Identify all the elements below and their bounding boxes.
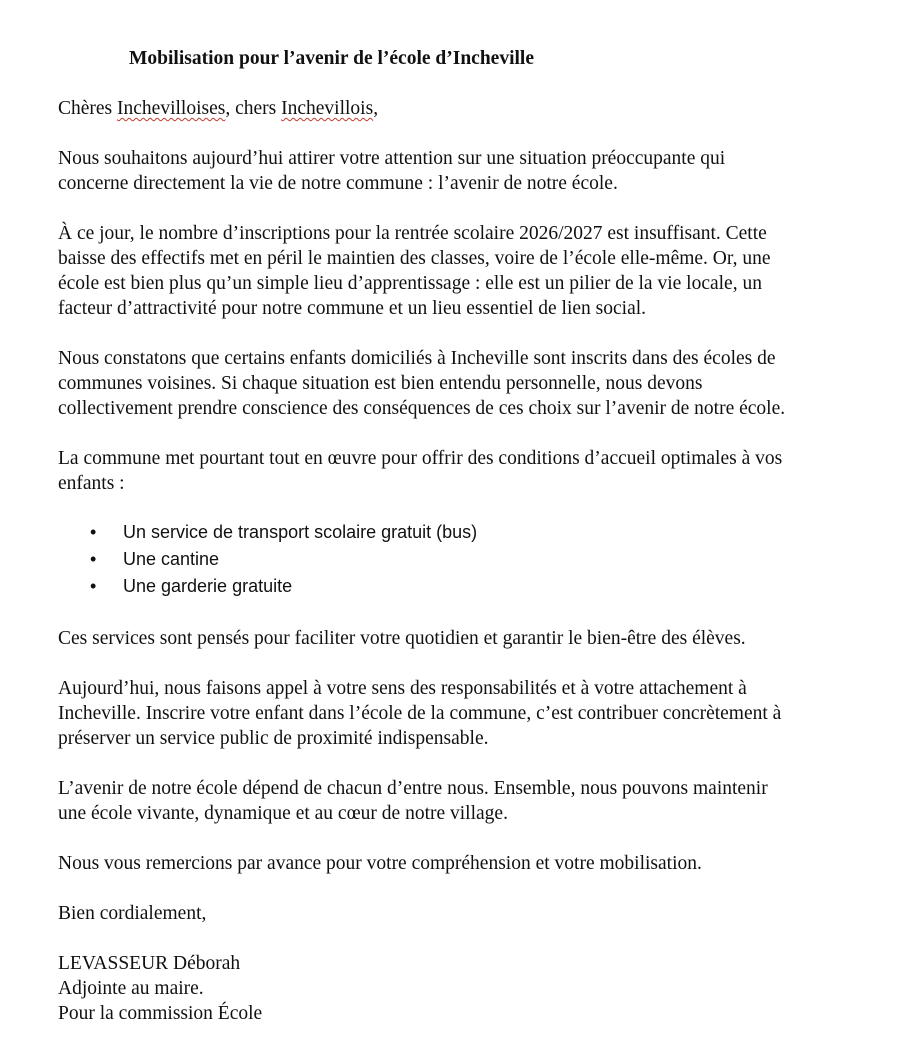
signature-block xyxy=(58,951,888,1026)
misspelled-word[interactable]: Inchevilloises xyxy=(117,98,226,119)
text-line: concerne directement la vie de notre commune : l’avenir de notre école. xyxy=(58,173,618,194)
text-line: école est bien plus qu’un simple lieu d’apprentissage : elle est un pilier de la vie locale, un xyxy=(58,273,762,294)
text-line: enfants : xyxy=(58,473,125,494)
closing: Bien cordialement, xyxy=(58,903,207,924)
text-line: La commune met pourtant tout en œuvre pour offrir des conditions d’accueil optimales à vos xyxy=(58,448,783,469)
paragraph-future xyxy=(58,776,888,826)
signature-role: Adjointe au maire. xyxy=(58,978,204,999)
list-item: • Une garderie gratuite xyxy=(58,573,888,600)
text-line: À ce jour, le nombre d’inscriptions pour la rentrée scolaire 2026/2027 est insuffisant. Cette xyxy=(58,223,767,244)
text-line: Nous vous remercions par avance pour votre compréhension et votre mobilisation. xyxy=(58,853,702,874)
text-line: facteur d’attractivité pour notre commune et un lieu essentiel de lien social. xyxy=(58,298,647,319)
text-line: Nous constatons que certains enfants domiciliés à Incheville sont inscrits dans des écoles de xyxy=(58,348,776,369)
paragraph-enrollment xyxy=(58,221,888,321)
salutation-text: , xyxy=(373,98,379,119)
text-line: Incheville. Inscrire votre enfant dans l’école de la commune, c’est contribuer concrètement à xyxy=(58,703,782,724)
paragraph-appeal xyxy=(58,676,888,751)
paragraph-neighboring-schools xyxy=(58,346,888,421)
text-line: L’avenir de notre école dépend de chacun d’entre nous. Ensemble, nous pouvons maintenir xyxy=(58,778,768,799)
text-line: baisse des effectifs met en péril le maintien des classes, voire de l’école elle-même. Or, une xyxy=(58,248,771,269)
text-line: préserver un service public de proximité indispensable. xyxy=(58,728,489,749)
paragraph-services xyxy=(58,626,888,651)
salutation xyxy=(58,96,888,121)
letter-title: Mobilisation pour l’avenir de l’école d’Incheville xyxy=(129,48,534,69)
paragraph-thanks xyxy=(58,851,888,876)
text-line: Ces services sont pensés pour faciliter votre quotidien et garantir le bien-être des élèves. xyxy=(58,628,746,649)
signature-commission: Pour la commission École xyxy=(58,1003,263,1024)
text-line: Nous souhaitons aujourd’hui attirer votre attention sur une situation préoccupante qui xyxy=(58,148,726,169)
paragraph-intro xyxy=(58,146,888,196)
text-line: Aujourd’hui, nous faisons appel à votre sens des responsabilités et à votre attachement à xyxy=(58,678,747,699)
text-line: une école vivante, dynamique et au cœur de notre village. xyxy=(58,803,508,824)
salutation-text: Chères xyxy=(58,98,118,119)
list-item: • Un service de transport scolaire gratuit (bus) xyxy=(58,519,888,546)
paragraph-commune-efforts xyxy=(58,446,888,496)
signature-name: LEVASSEUR Déborah xyxy=(58,953,241,974)
list-item: • Une cantine xyxy=(58,546,888,573)
letter-page xyxy=(58,46,888,1051)
services-list xyxy=(58,519,888,600)
salutation-text: , chers xyxy=(225,98,282,119)
text-line: collectivement prendre conscience des conséquences de ces choix sur l’avenir de notre école. xyxy=(58,398,786,419)
text-line: communes voisines. Si chaque situation est bien entendu personnelle, nous devons xyxy=(58,373,703,394)
misspelled-word[interactable]: Inchevillois xyxy=(281,98,374,119)
